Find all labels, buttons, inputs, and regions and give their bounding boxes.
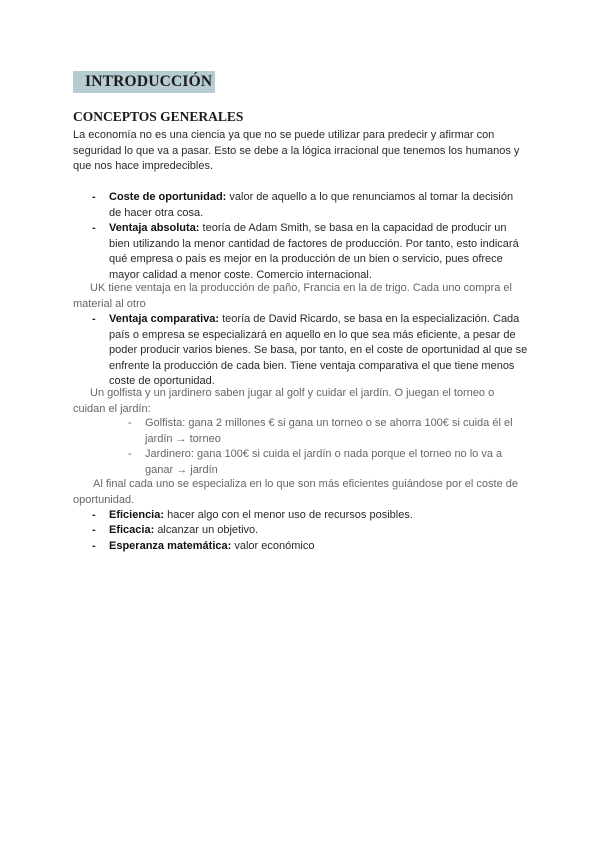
bullet-text (109, 221, 528, 283)
bullet-term: Esperanza matemática: (109, 540, 232, 552)
intro-paragraph: La economía no es una ciencia ya que no se puede utilizar para predecir y afirmar con seguridad lo que va a pasar. Esto se debe a la lógica irracional que tenemos los humanos y que nos hace impredecibles. (73, 129, 520, 173)
bullet-text (109, 523, 528, 539)
note-golf-example: Un golfista y un jardinero saben jugar al golf y cuidar el jardín. O juegan el torneo o cuidan el jardín: (73, 387, 495, 415)
sub-text: Jardinero: gana 100€ si cuida el jardín o nada porque el torneo no lo va a ganar → jardín (145, 448, 503, 476)
bullet-text (109, 312, 528, 390)
bullet-text (109, 508, 528, 524)
bullet-dash: - (92, 540, 96, 552)
bullet-term: Ventaja absoluta: (109, 222, 200, 234)
bullet-desc: valor de aquello a lo que renunciamos al tomar la decisión de hacer otra cosa. (109, 191, 514, 219)
bullet-dash: - (92, 313, 96, 325)
bullet-dash: - (92, 222, 96, 234)
bullet-desc: teoría de David Ricardo, se basa en la especialización. Cada país o empresa se especializará en aquello en lo que sea más eficiente, a pesar de poder producir varios bienes. Se basa, por tanto, en el coste de oportunidad al que se enfrente la producción de cada bien. Tiene ventaja comparativa el que tiene menos coste de oportunidad. (109, 313, 528, 388)
sub-text: Golfista: gana 2 millones € si gana un torneo o se ahorra 100€ si cuida él el jardín → torneo (145, 417, 513, 445)
bullet-desc: hacer algo con el menor uso de recursos posibles. (167, 509, 413, 521)
sub-dash: - (128, 448, 132, 460)
bullet-term: Coste de oportunidad: (109, 191, 227, 203)
bullet-dash: - (92, 191, 96, 203)
bullet-text (109, 190, 528, 221)
bullet-term: Eficacia: (109, 524, 155, 536)
bullet-text (109, 539, 528, 555)
note-uk-example: UK tiene ventaja en la producción de paño, Francia en la de trigo. Cada uno compra el material al otro (73, 282, 512, 310)
note-final: Al final cada uno se especializa en lo que son más eficientes guiándose por el coste de oportunidad. (73, 478, 518, 506)
section-heading: CONCEPTOS GENERALES (73, 109, 244, 124)
bullet-desc: alcanzar un objetivo. (157, 524, 259, 536)
bullet-dash: - (92, 509, 96, 521)
sub-dash: - (128, 417, 132, 429)
bullet-term: Ventaja comparativa: (109, 313, 220, 325)
bullet-dash: - (92, 524, 96, 536)
bullet-term: Eficiencia: (109, 509, 165, 521)
bullet-desc: valor económico (234, 540, 315, 552)
bullet-desc: teoría de Adam Smith, se basa en la capacidad de producir un bien utilizando la menor cantidad de factores de producción. Por tanto, esto indicará qué empresa o país es mejor en la producción de un bien o servicio, pues ofrece mayor calidad a menor coste. Comercio internacional. (109, 222, 519, 281)
page-title: INTRODUCCIÓN (85, 73, 213, 90)
